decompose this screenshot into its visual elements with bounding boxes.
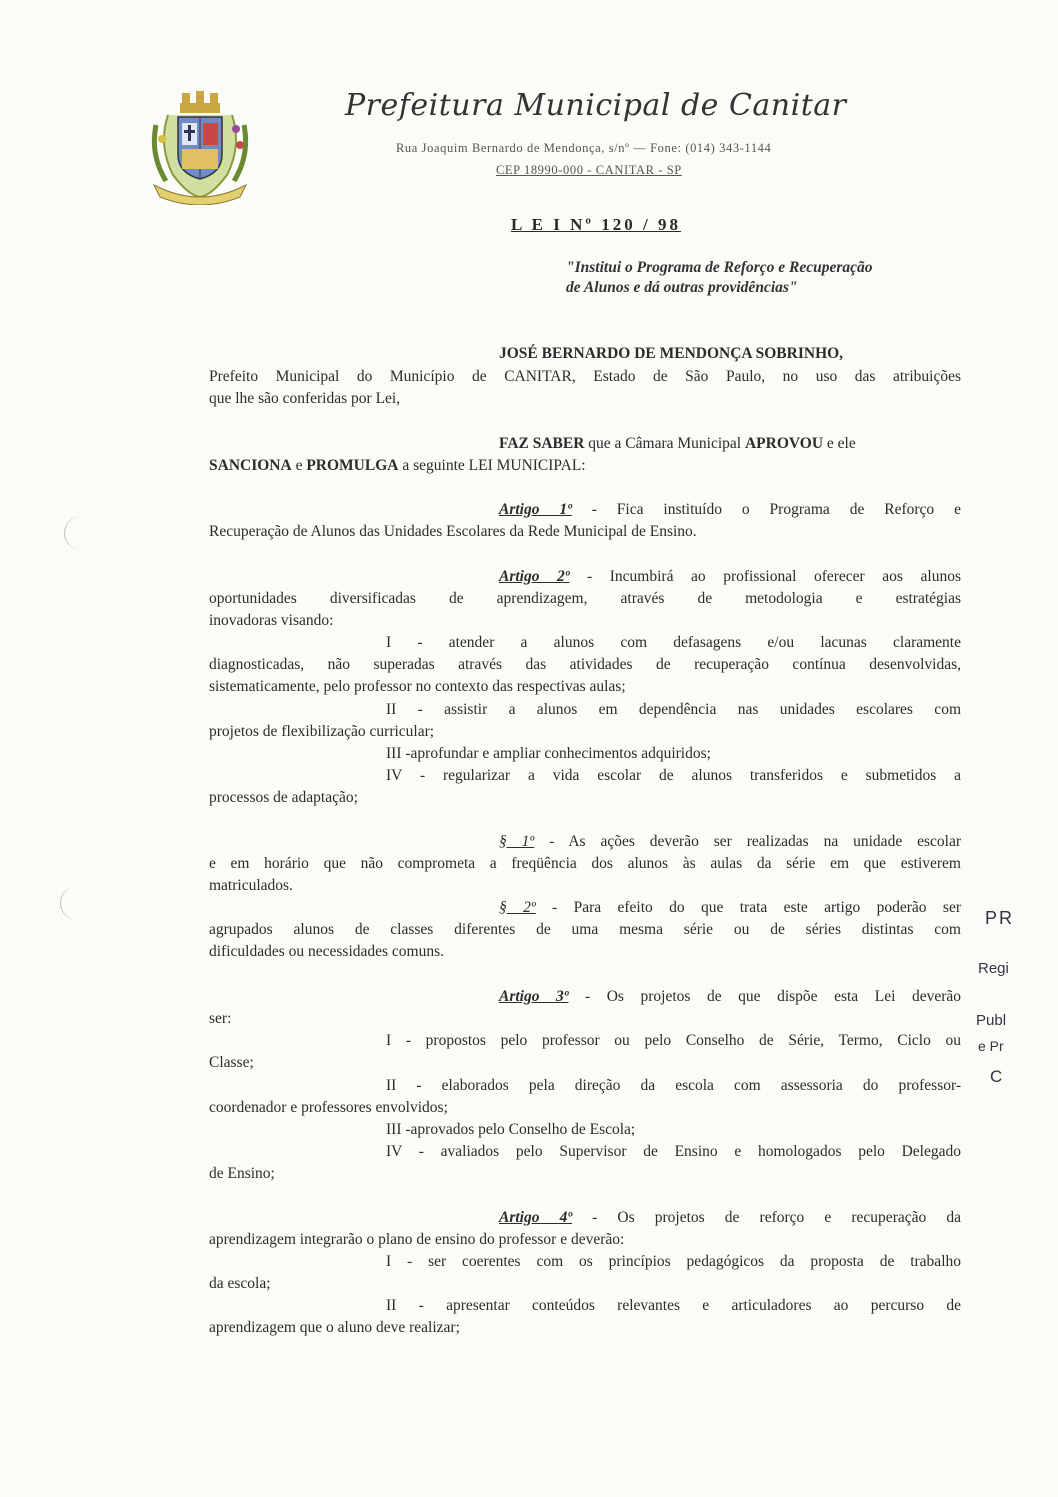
art2-par2: agrupados alunos de classes diferentes de uma mesma série ou de séries distintas com: [209, 921, 961, 938]
art4-item-ii: II - apresentar conteúdos relevantes e articuladores ao percurso de: [386, 1297, 961, 1314]
faz-saber-rest: que a Câmara Municipal: [584, 435, 745, 452]
art3-item-ii: coordenador e professores envolvidos;: [209, 1099, 448, 1116]
letterhead-address: Rua Joaquim Bernardo de Mendonça, s/nº — Fone: (014) 343-1144: [396, 141, 772, 155]
punch-hole: [60, 886, 95, 920]
mayor-name: JOSÉ BERNARDO DE MENDONÇA SOBRINHO,: [499, 345, 844, 362]
art1-text: - Fica instituído o Programa de Reforço e: [571, 501, 961, 518]
art2-par1: [499, 831, 961, 853]
art4-label: Artigo 4º: [499, 1209, 572, 1226]
art2-item-iv: processos de adaptação;: [209, 789, 358, 806]
municipal-crest-icon: [148, 85, 252, 205]
art3-item-iv: de Ensino;: [209, 1165, 275, 1182]
sanciona: SANCIONA: [209, 457, 292, 474]
art2-item-i: sistematicamente, pelo professor no contexto das respectivas aulas;: [209, 678, 626, 695]
art1-line: Recuperação de Alunos das Unidades Escolares da Rede Municipal de Ensino.: [209, 523, 697, 540]
art2-par2: dificuldades ou necessidades comuns.: [209, 943, 445, 960]
art2-line: inovadoras visando:: [209, 612, 334, 629]
art2-item-i: I - atender a alunos com defasagens e/ou lacunas claramente: [386, 634, 961, 651]
par1-label: § 1º: [499, 833, 535, 850]
stamp-fragment: Publ: [976, 1012, 1007, 1029]
ementa-line: "Institui o Programa de Reforço e Recuperação: [566, 259, 873, 276]
art3-item-i: I - propostos pelo professor ou pelo Conselho de Série, Termo, Ciclo ou: [386, 1032, 961, 1049]
art2-line: oportunidades diversificadas de aprendizagem, através de metodologia e estratégias: [209, 590, 961, 607]
sanciona-rest: a seguinte LEI MUNICIPAL:: [398, 457, 586, 474]
art3-line: [499, 986, 961, 1008]
stamp-fragment: Regi: [978, 960, 1009, 977]
municipality-name: Prefeitura Municipal de Canitar: [345, 88, 847, 123]
stamp-fragment: PR: [985, 908, 1015, 928]
art2-item-i: diagnosticadas, não superadas através das atividades de recuperação contínua desenvolvidas,: [209, 656, 961, 673]
ementa-line: de Alunos e dá outras providências": [566, 279, 798, 296]
art4-item-i: da escola;: [209, 1275, 271, 1292]
art4-item-ii: aprendizagem que o aluno deve realizar;: [209, 1319, 460, 1336]
promulga: PROMULGA: [306, 457, 399, 474]
art4-item-i: I - ser coerentes com os princípios pedagógicos da proposta de trabalho: [386, 1253, 961, 1270]
punch-hole: [64, 516, 99, 550]
art3-item-iv: IV - avaliados pelo Supervisor de Ensino e homologados pelo Delegado: [386, 1143, 961, 1160]
art2-text: - Incumbirá ao profissional oferecer aos alunos: [569, 568, 961, 585]
preamble-line: Prefeito Municipal do Município de CANITAR, Estado de São Paulo, no uso das atribuições: [209, 368, 961, 385]
art3-item-iii: III -aprovados pelo Conselho de Escola;: [386, 1121, 636, 1138]
art1-label: Artigo 1º: [499, 501, 572, 518]
art3-item-ii: II - elaborados pela direção da escola com assessoria do professor-: [386, 1077, 961, 1094]
art4-text: - Os projetos de reforço e recuperação da: [572, 1209, 961, 1226]
art3-label: Artigo 3º: [499, 988, 569, 1005]
art2-label: Artigo 2º: [499, 568, 570, 585]
art2-item-ii: II - assistir a alunos em dependência nas unidades escolares com: [386, 701, 961, 718]
art2-line: [499, 566, 961, 588]
aprovou: APROVOU: [744, 435, 824, 452]
law-title: L E I Nº 120 / 98: [511, 215, 681, 234]
par2-text: - Para efeito do que trata este artigo poderão ser: [535, 899, 961, 916]
letterhead-cep: CEP 18990-000 - CANITAR - SP: [496, 163, 682, 177]
par2-label: § 2º: [499, 899, 536, 916]
art3-item-i: Classe;: [209, 1054, 254, 1071]
art4-line: [499, 1207, 961, 1229]
art3-text: - Os projetos de que dispõe esta Lei deverão: [568, 988, 961, 1005]
faz-saber-line: [499, 433, 856, 455]
art2-item-iii: III -aprofundar e ampliar conhecimentos adquiridos;: [386, 745, 711, 762]
faz-saber-end: e ele: [823, 435, 856, 452]
art1-line: [499, 499, 961, 521]
sanciona-conj: e: [291, 457, 307, 474]
art2-par1: matriculados.: [209, 877, 293, 894]
stamp-fragment: e Pr: [978, 1038, 1004, 1054]
art3-line: ser:: [209, 1010, 232, 1027]
art2-par1: e em horário que não comprometa a freqüência dos alunos às aulas da série em que estiverem: [209, 855, 961, 872]
sanciona-line: [209, 455, 586, 477]
faz-saber: FAZ SABER: [499, 435, 585, 452]
par1-text: - As ações deverão ser realizadas na unidade escolar: [534, 833, 961, 850]
art4-line: aprendizagem integrarão o plano de ensino do professor e deverão:: [209, 1231, 625, 1248]
art2-item-ii: projetos de flexibilização curricular;: [209, 723, 435, 740]
preamble-line: que lhe são conferidas por Lei,: [209, 390, 401, 407]
stamp-fragment: C: [990, 1067, 1003, 1086]
art2-par2: [499, 897, 961, 919]
law-ementa: [566, 258, 966, 298]
art2-item-iv: IV - regularizar a vida escolar de alunos transferidos e submetidos a: [386, 767, 961, 784]
